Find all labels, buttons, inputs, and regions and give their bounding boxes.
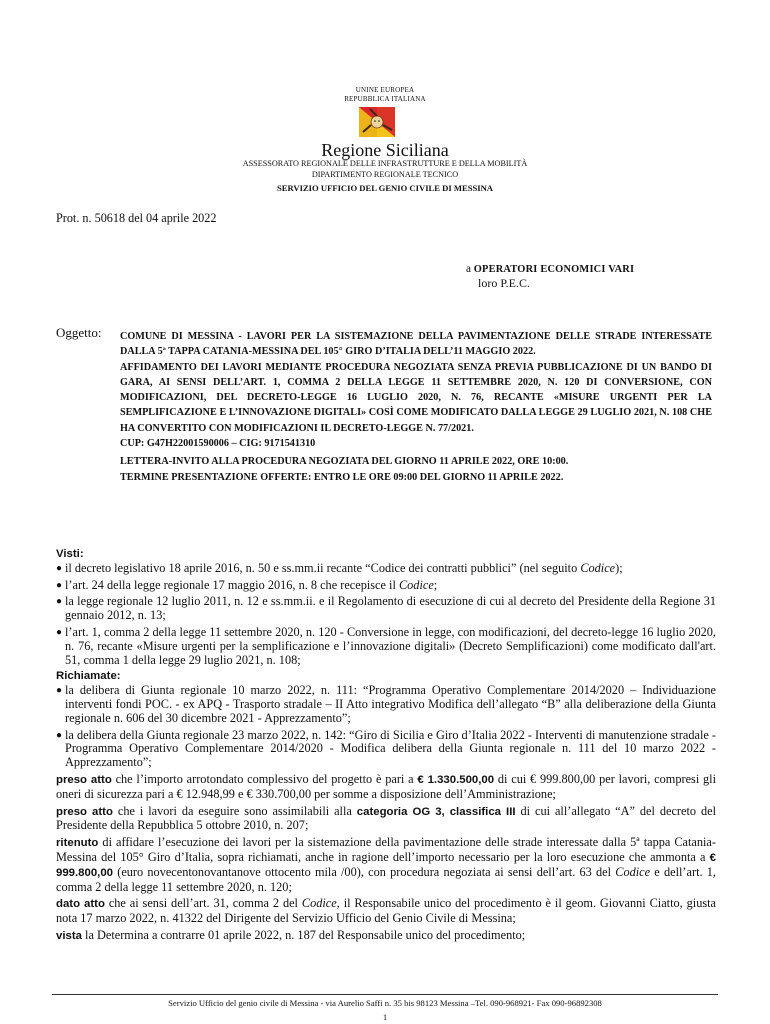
region-title: Regione Siciliana bbox=[321, 140, 449, 160]
subject-title: COMUNE DI MESSINA - LAVORI PER LA SISTEMAZIONE DELLA PAVIMENTAZIONE DELLE STRADE INTERESSATE DALLA 5ª TAPPA CATANIA-MESSINA DEL 105° GIRO D’ITALIA DELL’11 MAGGIO 2022. bbox=[120, 331, 712, 358]
protocol-number: Prot. n. 50618 del 04 aprile 2022 bbox=[56, 211, 217, 225]
subject-cup-cig: CUP: G47H22001590006 – CIG: 9171541310 bbox=[120, 438, 316, 450]
recipient-name: OPERATORI ECONOMICI VARI bbox=[473, 264, 635, 275]
list-item: ● il decreto legislativo 18 aprile 2016, n. 50 e ss.mm.ii recante “Codice dei contratti pubblici” (nel seguito Codice); bbox=[56, 560, 623, 575]
footer-divider bbox=[52, 994, 718, 995]
richiamate-list bbox=[56, 684, 716, 770]
list-item: ● la delibera della Giunta regionale 23 marzo 2022, n. 142: “Giro di Sicilia e Giro d’Italia 2022 - Interventi di manutenzione stradale - Programma Operativo Complementare 2014/2020 - Modifica delibera della Giunta regionale n. 111 del 10 marzo 2022 - Apprezzamento”; bbox=[56, 727, 716, 770]
visti-heading: Visti: bbox=[56, 548, 84, 560]
list-item: ● la delibera di Giunta regionale 10 marzo 2022, n. 111: “Programma Operativo Complementare 2014/2020 – Individuazione interventi fondi POC. - ex APQ - Trasporto stradale – II Atto integrativo Modifica dell’allegato “B” alla deliberazione della Giunta regionale n. 606 del 30 dicembre 2021 - Apprezzamento”; bbox=[56, 683, 716, 725]
assessorato-label: ASSESSORATO REGIONALE DELLE INFRASTRUTTURE E DELLA MOBILITÀ bbox=[242, 159, 528, 168]
richiamate-heading: Richiamate: bbox=[56, 670, 121, 683]
preso-atto-categoria: preso atto che i lavori da eseguire sono assimilabili alla categoria OG 3, classifica III di cui all’allegato “A” del decreto del Presidente della Repubblica 5 ottobre 2010, n. 207; bbox=[56, 803, 717, 833]
subject-lettera: LETTERA-INVITO ALLA PROCEDURA NEGOZIATA DEL GIORNO 11 APRILE 2022, ORE 10:00. bbox=[120, 456, 569, 468]
eu-label: UNINE EUROPEA bbox=[355, 86, 415, 94]
bullet-icon: ● bbox=[56, 596, 63, 608]
page-number: 1 bbox=[382, 1012, 388, 1022]
republic-label: REPUBBLICA ITALIANA bbox=[344, 95, 426, 103]
bullet-icon: ● bbox=[56, 579, 63, 591]
subject-affidamento: AFFIDAMENTO DEI LAVORI MEDIANTE PROCEDURA NEGOZIATA SENZA PREVIA PUBBLICAZIONE DI UN BANDO DI GARA, AI SENSI DELL’ART. 1, COMMA 2 DELLA LEGGE 11 SETTEMBRE 2020, N. 120 DI CONVERSIONE, CON MODIFICAZIONI, DEL DECRETO-LEGGE 16 LUGLIO 2020, N. 76, RECANTE «MISURE URGENTI PER LA SEMPLIFICAZIONE E L’INNOVAZIONE DIGITALI» COSÌ COME MODIFICATO DALLA LEGGE 29 LUGLIO 2021, N. 108 CHE HA CONVERTITO CON MODIFICAZIONI IL DECRETO-LEGGE N. 77/2021. bbox=[120, 361, 712, 434]
recipient-line bbox=[466, 263, 634, 275]
bullet-icon: ● bbox=[56, 729, 63, 741]
bullet-icon: ● bbox=[56, 562, 63, 574]
preso-atto-importo: preso atto che l’importo arrotondato complessivo del progetto è pari a € 1.330.500,00 di cui € 999.800,00 per lavori, compresi gli oneri di sicurezza pari a € 12.948,99 e € 330.700,00 per somme a disposizione dell’Amministrazione; bbox=[56, 771, 717, 801]
vista-paragraph: vista la Determina a contrarre 01 aprile 2022, n. 187 del Responsabile unico del procedimento; bbox=[56, 927, 526, 942]
visti-list bbox=[56, 562, 716, 668]
document-body bbox=[56, 548, 716, 946]
list-item: ● l’art. 1, comma 2 della legge 11 settembre 2020, n. 120 - Conversione in legge, con modificazioni, del decreto-legge 16 luglio 2020, n. 76, recante «Misure urgenti per la semplificazione e l’innovazione digitali» (Decreto Semplificazioni) come modificato dall'art. 51, comma 1 della legge 29 luglio 2021, n. 108; bbox=[56, 624, 716, 667]
ritenuto-paragraph: ritenuto di affidare l’esecuzione dei lavori per la sistemazione della pavimentazione delle strade interessate dalla 5ª tappa Catania-Messina del 105° Giro d’Italia, sopra richiamati, anche in ragione dell’importo necessario per la loro esecuzione che ammonta a € 999.800,00 (euro novecentonovantanove ottocento mila /00), con procedura negoziata ai sensi dell’art. 63 del Codice e dell’art. 1, comma 2 della legge 11 settembre 2020, n. 120; bbox=[56, 835, 717, 894]
subject-termine: TERMINE PRESENTAZIONE OFFERTE: ENTRO LE ORE 09:00 DEL GIORNO 11 APRILE 2022. bbox=[120, 471, 564, 483]
trinacria-emblem-icon bbox=[358, 106, 396, 138]
dipartimento-label: DIPARTIMENTO REGIONALE TECNICO bbox=[311, 170, 459, 179]
servizio-label: SERVIZIO UFFICIO DEL GENIO CIVILE DI MESSINA bbox=[276, 183, 494, 193]
list-item: ● l’art. 24 della legge regionale 17 maggio 2016, n. 8 che recepisce il Codice; bbox=[56, 577, 438, 592]
footer-address: Servizio Ufficio del genio civile di Messina - via Aurelio Saffi n. 35 bis 98123 Messina –Tel. 090-968921- Fax 090-96892308 bbox=[168, 998, 602, 1008]
recipient-prefix: a bbox=[466, 263, 471, 275]
list-item: ● la legge regionale 12 luglio 2011, n. 12 e ss.mm.ii. e il Regolamento di esecuzione di cui al decreto del Presidente della Regione 31 gennaio 2012, n. 13; bbox=[56, 594, 716, 623]
bullet-icon: ● bbox=[56, 685, 63, 697]
subject-label: Oggetto: bbox=[56, 325, 102, 340]
recipient-pec: loro P.E.C. bbox=[478, 276, 531, 290]
bullet-icon: ● bbox=[56, 626, 63, 638]
dato-atto-paragraph: dato atto che ai sensi dell’art. 31, comma 2 del Codice, il Responsabile unico del procedimento è il geom. Giovanni Ciatto, giusta nota 17 marzo 2022, n. 41322 del Dirigente del Servizio Ufficio del Genio Civile di Messina; bbox=[56, 896, 716, 926]
subject-block bbox=[120, 329, 712, 485]
